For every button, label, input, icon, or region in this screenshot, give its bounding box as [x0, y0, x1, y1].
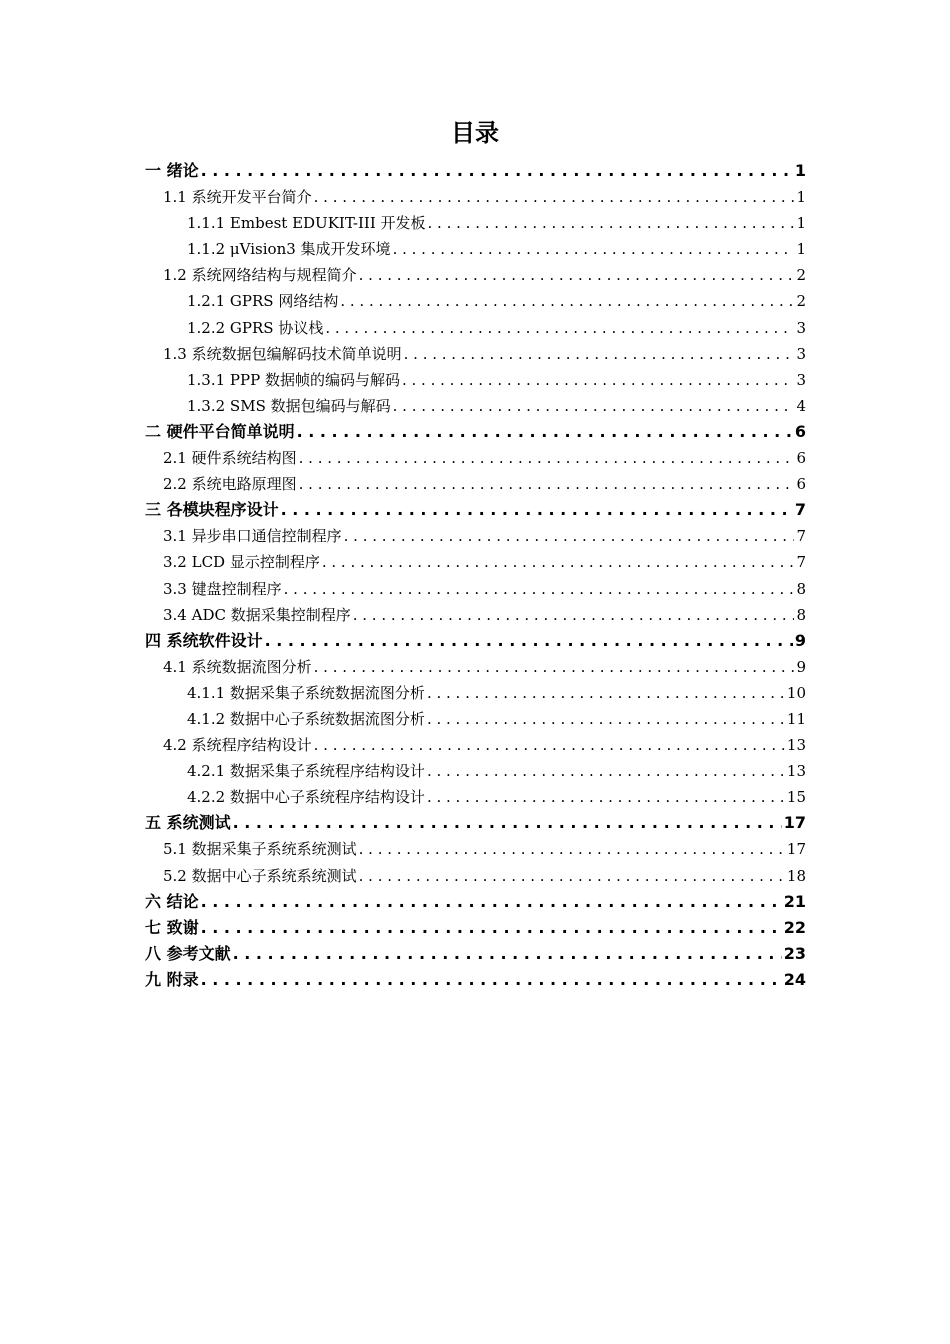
toc-dot-leader [359, 262, 795, 288]
toc-dot-leader [284, 576, 795, 602]
toc-dot-leader [265, 628, 793, 654]
toc-entry-page-number: 1 [794, 161, 806, 180]
toc-dot-leader [314, 732, 785, 758]
toc-entry-label: 二 硬件平台简单说明 [145, 421, 295, 441]
toc-entry-label: 1.3.2 SMS 数据包编码与解码 [187, 396, 391, 415]
toc-entry-label: 1.2.1 GPRS 网络结构 [187, 292, 339, 311]
toc-dot-leader [325, 315, 794, 341]
toc-entry[interactable] [145, 471, 806, 497]
toc-entry[interactable] [145, 497, 806, 523]
toc-entry-label: 4.1.1 数据采集子系统数据流图分析 [187, 683, 425, 702]
toc-entry-page-number: 6 [796, 449, 806, 468]
toc-entry-label: 1.3 系统数据包编解码技术简单说明 [163, 344, 402, 363]
toc-entry-page-number: 23 [783, 943, 806, 963]
toc-entry[interactable] [145, 288, 806, 314]
toc-entry-label: 3.4 ADC 数据采集控制程序 [163, 605, 351, 624]
toc-dot-leader [233, 810, 782, 836]
toc-dot-leader [353, 602, 795, 628]
toc-entry[interactable] [145, 836, 806, 862]
toc-entry-page-number: 10 [786, 683, 806, 702]
toc-entry-page-number: 21 [783, 891, 806, 911]
toc-entry[interactable] [145, 810, 806, 836]
toc-entry-label: 4.2 系统程序结构设计 [163, 736, 312, 755]
toc-entry-page-number: 3 [796, 344, 806, 363]
toc-entry[interactable] [145, 889, 806, 915]
toc-entry-page-number: 9 [794, 630, 806, 650]
toc-entry-label: 九 附录 [145, 969, 199, 989]
toc-entry-page-number: 13 [786, 736, 806, 755]
toc-entry-page-number: 8 [796, 579, 806, 598]
toc-entry-page-number: 9 [796, 657, 806, 676]
toc-entry[interactable] [145, 393, 806, 419]
toc-entry-page-number: 7 [796, 553, 806, 572]
toc-entry-label: 3.2 LCD 显示控制程序 [163, 553, 320, 572]
toc-entry[interactable] [145, 445, 806, 471]
toc-entry[interactable] [145, 367, 806, 393]
toc-entry-label: 五 系统测试 [145, 813, 231, 833]
toc-dot-leader [427, 706, 785, 732]
toc-entry-label: 4.2.1 数据采集子系统程序结构设计 [187, 762, 425, 781]
toc-dot-leader [359, 863, 785, 889]
toc-entry-page-number: 15 [786, 788, 806, 807]
toc-entry[interactable] [145, 549, 806, 575]
toc-entry-page-number: 6 [794, 421, 806, 441]
toc-title: 目录 [451, 119, 499, 147]
toc-entry-page-number: 4 [796, 396, 806, 415]
toc-entry-label: 1.1.1 Embest EDUKIT-III 开发板 [187, 214, 426, 233]
toc-entry-page-number: 7 [794, 500, 806, 520]
toc-entry[interactable] [145, 602, 806, 628]
toc-entry-label: 1.2.2 GPRS 协议栈 [187, 318, 324, 337]
toc-entry-label: 5.2 数据中心子系统系统测试 [163, 866, 357, 885]
toc-entry[interactable] [145, 706, 806, 732]
toc-dot-leader [393, 393, 795, 419]
toc-entry[interactable] [145, 341, 806, 367]
toc-entry-label: 1.3.1 PPP 数据帧的编码与解码 [187, 370, 400, 389]
toc-entry-page-number: 2 [796, 292, 806, 311]
toc-entry-label: 4.2.2 数据中心子系统程序结构设计 [187, 788, 425, 807]
toc-entry-label: 一 绪论 [145, 161, 199, 180]
toc-entry-label: 三 各模块程序设计 [145, 500, 279, 520]
toc-entry-page-number: 7 [796, 527, 806, 546]
toc-entry[interactable] [145, 915, 806, 941]
toc-entry-label: 3.1 异步串口通信控制程序 [163, 527, 342, 546]
toc-entry-label: 四 系统软件设计 [145, 630, 263, 650]
toc-dot-leader [201, 889, 782, 915]
toc-entry[interactable] [145, 967, 806, 993]
toc-dot-leader [201, 915, 782, 941]
toc-entry-label: 4.1 系统数据流图分析 [163, 657, 312, 676]
toc-entry-page-number: 1 [796, 240, 806, 259]
toc-entry[interactable] [145, 315, 806, 341]
toc-entry-page-number: 17 [783, 813, 806, 833]
toc-dot-leader [299, 471, 795, 497]
toc-dot-leader [427, 680, 785, 706]
toc-entry-label: 六 结论 [145, 891, 199, 911]
toc-entry-page-number: 22 [783, 917, 806, 937]
toc-entry[interactable] [145, 210, 806, 236]
toc-entry-page-number: 18 [786, 866, 806, 885]
toc-entry-page-number: 1 [796, 214, 806, 233]
toc-entry[interactable] [145, 419, 806, 445]
toc-entry[interactable] [145, 863, 806, 889]
toc-entry[interactable] [145, 784, 806, 810]
toc-entry-label: 2.1 硬件系统结构图 [163, 449, 297, 468]
toc-entry-label: 5.1 数据采集子系统系统测试 [163, 840, 357, 859]
toc-dot-leader [314, 184, 795, 210]
toc-entry-page-number: 1 [796, 188, 806, 207]
toc-dot-leader [201, 967, 782, 993]
toc-entry-page-number: 3 [796, 370, 806, 389]
toc-entry[interactable] [145, 732, 806, 758]
toc-dot-leader [201, 158, 793, 184]
toc-entry[interactable] [145, 680, 806, 706]
toc-entry[interactable] [145, 236, 806, 262]
toc-entry-label: 3.3 键盘控制程序 [163, 579, 282, 598]
toc-dot-leader [393, 236, 795, 262]
toc-entry-page-number: 8 [796, 605, 806, 624]
toc-entry[interactable] [145, 941, 806, 967]
toc-entry[interactable] [145, 654, 806, 680]
toc-dot-leader [340, 288, 794, 314]
toc-entry-label: 2.2 系统电路原理图 [163, 475, 297, 494]
toc-dot-leader [299, 445, 795, 471]
toc-dot-leader [404, 341, 795, 367]
toc-entry-page-number: 3 [796, 318, 806, 337]
toc-entry[interactable] [145, 523, 806, 549]
toc-dot-leader [427, 784, 785, 810]
toc-entry[interactable] [145, 184, 806, 210]
toc-dot-leader [359, 836, 785, 862]
toc-entry-page-number: 11 [786, 709, 806, 728]
toc-entry[interactable] [145, 628, 806, 654]
toc-dot-leader [427, 758, 785, 784]
toc-dot-leader [233, 941, 782, 967]
toc-entry-label: 八 参考文献 [145, 943, 231, 963]
toc-entry[interactable] [145, 158, 806, 184]
toc-dot-leader [344, 523, 795, 549]
toc-entry[interactable] [145, 262, 806, 288]
toc-dot-leader [297, 419, 793, 445]
toc-entry-page-number: 6 [796, 475, 806, 494]
toc-dot-leader [402, 367, 794, 393]
toc-entry-page-number: 24 [783, 969, 806, 989]
toc-entry-page-number: 2 [796, 266, 806, 285]
toc-entry-label: 1.1 系统开发平台简介 [163, 188, 312, 207]
toc-entry-page-number: 13 [786, 762, 806, 781]
toc-entry-label: 1.1.2 μVision3 集成开发环境 [187, 240, 391, 259]
toc-dot-leader [281, 497, 793, 523]
toc-entry-label: 4.1.2 数据中心子系统数据流图分析 [187, 709, 425, 728]
toc-dot-leader [322, 549, 795, 575]
toc-dot-leader [428, 210, 795, 236]
toc-entry-label: 七 致谢 [145, 917, 199, 937]
toc-dot-leader [314, 654, 795, 680]
toc-entry-label: 1.2 系统网络结构与规程简介 [163, 266, 357, 285]
table-of-contents [145, 158, 806, 993]
toc-entry[interactable] [145, 758, 806, 784]
toc-entry-page-number: 17 [786, 840, 806, 859]
toc-entry[interactable] [145, 576, 806, 602]
